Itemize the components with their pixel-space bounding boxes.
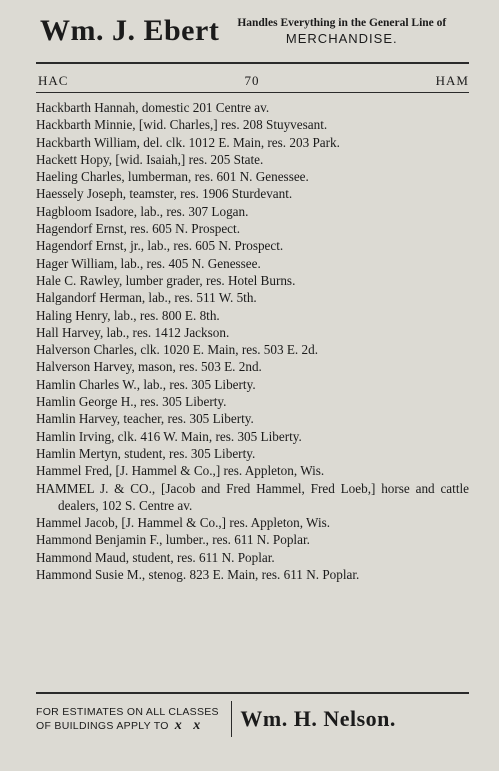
- top-advertisement: [36, 0, 469, 64]
- directory-entry: Hackett Hopy, [wid. Isaiah,] res. 205 State.: [36, 151, 264, 167]
- directory-entry: Hagendorf Ernst, jr., lab., res. 605 N. Prospect.: [36, 238, 284, 254]
- directory-entry: Hamlin Harvey, teacher, res. 305 Liberty.: [36, 411, 254, 427]
- estimate-line-2-text: OF BUILDINGS APPLY TO: [36, 720, 169, 732]
- directory-entry: Hall Harvey, lab., res. 1412 Jackson.: [36, 324, 230, 340]
- directory-entry: Haling Henry, lab., res. 800 E. 8th.: [36, 307, 220, 323]
- estimate-line-1: FOR ESTIMATES ON ALL CLASSES: [36, 706, 219, 718]
- directory-entry: Hagendorf Ernst, res. 605 N. Prospect.: [36, 221, 240, 237]
- vertical-divider: [231, 701, 233, 737]
- running-head: [36, 70, 469, 93]
- directory-entry: Hackbarth Hannah, domestic 201 Centre av.: [36, 100, 270, 115]
- running-head-right: HAM: [435, 73, 469, 88]
- tagline-line-1: Handles Everything in the General Line of: [237, 17, 447, 29]
- directory-entry: Hamlin Irving, clk. 416 W. Main, res. 305 Liberty.: [36, 428, 302, 444]
- advertisement-tagline: [237, 16, 446, 46]
- tagline-line-2: MERCHANDISE.: [285, 31, 398, 46]
- builder-name: Wm. H. Nelson.: [240, 706, 396, 731]
- directory-entry: Halverson Charles, clk. 1020 E. Main, res. 503 E. 2d.: [36, 342, 319, 358]
- running-head-left: HAC: [38, 73, 69, 88]
- directory-entry: Haessely Joseph, teamster, res. 1906 Sturdevant.: [36, 186, 293, 202]
- directory-entries: [36, 99, 469, 583]
- directory-entry: Hamlin Charles W., lab., res. 305 Liberty.: [36, 376, 256, 392]
- directory-entry: Hager William, lab., res. 405 N. Genessee.: [36, 255, 261, 271]
- estimate-line-2: [36, 719, 219, 733]
- directory-entry: Hammond Susie M., stenog. 823 E. Main, res. 611 N. Poplar.: [36, 567, 360, 583]
- directory-entry: Hackbarth William, del. clk. 1012 E. Main, res. 203 Park.: [36, 134, 340, 150]
- directory-entry: Halgandorf Herman, lab., res. 511 W. 5th.: [36, 290, 257, 306]
- estimate-notice: [36, 705, 219, 733]
- directory-entry: Hamlin Mertyn, student, res. 305 Liberty.: [36, 445, 256, 461]
- directory-entry: Hagbloom Isadore, lab., res. 307 Logan.: [36, 203, 249, 219]
- directory-entry: Hammond Benjamin F., lumber., res. 611 N. Poplar.: [36, 532, 310, 548]
- directory-entry: Hamlin George H., res. 305 Liberty.: [36, 394, 227, 410]
- page-number: 70: [244, 73, 260, 88]
- directory-entry: HAMMEL J. & CO., [Jacob and Fred Hammel, Fred Loeb,] horse and cattle dealers, 102 S. Centre av.: [36, 480, 469, 513]
- directory-entry: Hale C. Rawley, lumber grader, res. Hotel Burns.: [36, 272, 296, 288]
- ornament-marks: x x: [174, 718, 205, 733]
- directory-entry: Hammond Maud, student, res. 611 N. Poplar.: [36, 549, 275, 565]
- advertiser-name: Wm. J. Ebert: [40, 14, 220, 47]
- directory-entry: Haeling Charles, lumberman, res. 601 N. Genessee.: [36, 169, 309, 185]
- directory-entry: Halverson Harvey, mason, res. 503 E. 2nd.: [36, 359, 262, 375]
- directory-entry: Hackbarth Minnie, [wid. Charles,] res. 208 Stuyvesant.: [36, 117, 328, 133]
- directory-entry: Hammel Jacob, [J. Hammel & Co.,] res. Appleton, Wis.: [36, 515, 331, 531]
- bottom-advertisement: [36, 692, 469, 744]
- directory-entry: Hammel Fred, [J. Hammel & Co.,] res. Appleton, Wis.: [36, 463, 325, 479]
